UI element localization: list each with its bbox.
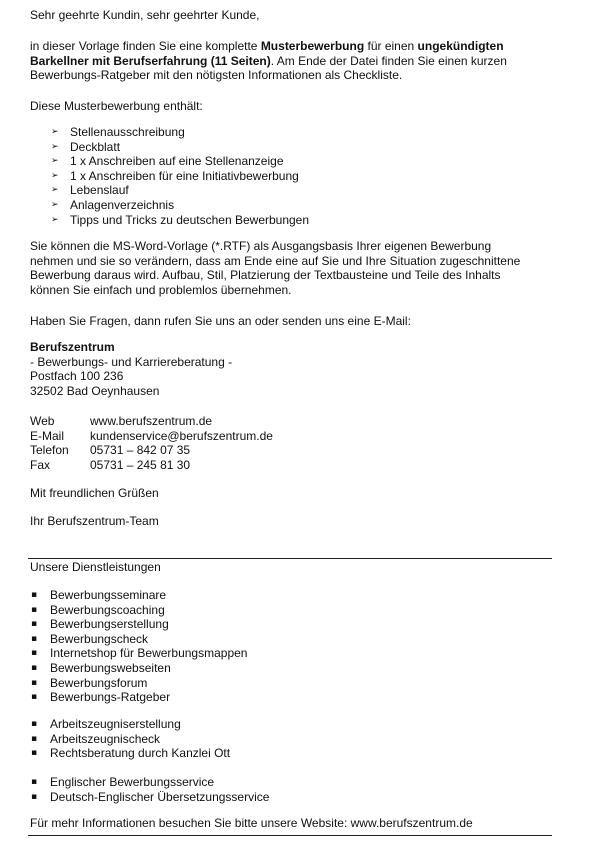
company-postbox: Postfach 100 236 xyxy=(30,369,124,384)
contents-list-item-label: Lebenslauf xyxy=(70,183,129,198)
signature: Ihr Berufszentrum-Team xyxy=(30,514,159,528)
service-list-item xyxy=(30,732,535,747)
service-list-item xyxy=(30,632,535,647)
service-list-item xyxy=(30,790,535,805)
contents-list-item-label: 1 x Anschreiben für eine Initiativbewerbung xyxy=(70,168,299,183)
contact-row xyxy=(30,458,273,473)
company-name: Berufszentrum xyxy=(30,340,115,354)
service-list-item xyxy=(30,603,535,618)
arrow-bullet-icon: ➢ xyxy=(51,141,59,152)
contents-list-item-label: Tipps und Tricks zu deutschen Bewerbungen xyxy=(70,212,310,227)
intro-text: in dieser Vorlage finden Sie eine komplette xyxy=(30,39,261,53)
service-list-item xyxy=(30,717,535,732)
intro-text: . Am Ende der Datei finden Sie einen kurzen Bewerbungs-Ratgeber mit den nötigsten Informationen als Checkliste. xyxy=(30,53,507,83)
square-bullet-icon: ▪ xyxy=(31,719,38,729)
contents-list-item xyxy=(30,198,535,213)
arrow-bullet-icon: ➢ xyxy=(51,185,59,196)
contents-list-item xyxy=(30,140,535,155)
square-bullet-icon: ▪ xyxy=(31,648,38,659)
contact-table xyxy=(30,414,273,472)
service-list-item-label: Bewerbungsforum xyxy=(50,675,148,690)
services-list-2 xyxy=(30,717,535,761)
contact-label: E-Mail xyxy=(30,428,65,443)
greeting: Sehr geehrte Kundin, sehr geehrter Kunde, xyxy=(30,8,260,22)
service-list-item-label: Arbeitszeugniserstellung xyxy=(50,717,181,731)
square-bullet-icon: ▪ xyxy=(31,619,38,630)
service-list-item-label: Arbeitszeugnischeck xyxy=(50,731,161,746)
square-bullet-icon: ▪ xyxy=(31,662,38,673)
service-list-item-label: Bewerbungs-Ratgeber xyxy=(50,690,171,705)
arrow-bullet-icon: ➢ xyxy=(51,170,59,181)
service-list-item-label: Bewerbungscheck xyxy=(50,631,149,646)
square-bullet-icon: ▪ xyxy=(31,791,38,802)
divider-bottom xyxy=(28,835,552,836)
service-list-item xyxy=(30,690,535,705)
service-list-item xyxy=(30,617,535,632)
contact-row xyxy=(30,429,273,444)
square-bullet-icon: ▪ xyxy=(31,590,38,600)
fax-number: 05731 – 245 81 30 xyxy=(90,457,191,472)
services-list-1 xyxy=(30,588,535,705)
services-list-3 xyxy=(30,775,535,804)
contact-value-cell xyxy=(90,458,273,473)
contents-list-item xyxy=(30,154,535,169)
closing: Mit freundlichen Grüßen xyxy=(30,486,159,500)
arrow-bullet-icon: ➢ xyxy=(51,199,59,210)
square-bullet-icon: ▪ xyxy=(31,733,38,744)
contents-list-item-label: Deckblatt xyxy=(70,139,121,154)
contents-list-item xyxy=(30,169,535,184)
contents-list xyxy=(30,125,535,227)
service-list-item-label: Bewerbungsseminare xyxy=(50,588,167,602)
phone-number: 05731 – 842 07 35 xyxy=(90,443,191,458)
service-list-item-label: Bewerbungscoaching xyxy=(50,602,165,617)
service-list-item-label: Deutsch-Englischer Übersetzungsservice xyxy=(50,789,270,804)
service-list-item xyxy=(30,775,535,790)
services-title: Unsere Dienstleistungen xyxy=(30,560,161,574)
contents-list-item-label: Stellenausschreibung xyxy=(70,125,185,139)
service-list-item xyxy=(30,588,535,603)
service-list-item xyxy=(30,746,535,761)
service-list-item xyxy=(30,676,535,691)
service-list-item-label: Bewerbungswebseiten xyxy=(50,660,171,675)
contact-row xyxy=(30,443,273,458)
company-address xyxy=(30,340,535,398)
contact-row xyxy=(30,414,273,429)
contents-list-item-label: Anlagenverzeichnis xyxy=(70,197,175,212)
service-list-item xyxy=(30,646,535,661)
contents-list-item xyxy=(30,125,535,140)
contact-value-cell xyxy=(90,443,273,458)
intro-bold-text: Musterbewerbung xyxy=(260,39,365,53)
usage-paragraph: Sie können die MS-Word-Vorlage (*.RTF) als Ausgangsbasis Ihrer eigenen Bewerbung nehmen und sie so verändern, dass am Ende eine auf Sie und Ihre Situation zugeschnittene Bewerbung daraus wird. Aufbau, Stil, Platzierung der Textbausteine und Teile des Inhalts können Sie einfach und problemlos übernehmen. xyxy=(30,239,521,297)
service-list-item xyxy=(30,661,535,676)
service-list-item-label: Rechtsberatung durch Kanzlei Ott xyxy=(50,746,231,761)
footer-website-line: Für mehr Informationen besuchen Sie bitte unsere Website: www.berufszentrum.de xyxy=(30,816,473,830)
square-bullet-icon: ▪ xyxy=(31,633,38,644)
arrow-bullet-icon: ➢ xyxy=(51,127,59,137)
contact-value-cell xyxy=(90,429,273,444)
divider-top xyxy=(28,558,552,559)
square-bullet-icon: ▪ xyxy=(31,777,38,787)
arrow-bullet-icon: ➢ xyxy=(51,156,59,167)
contents-list-item xyxy=(30,213,535,228)
service-list-item-label: Bewerbungserstellung xyxy=(50,617,169,632)
square-bullet-icon: ▪ xyxy=(31,604,38,615)
arrow-bullet-icon: ➢ xyxy=(51,214,59,225)
company-tagline: - Bewerbungs- und Karriereberatung - xyxy=(30,354,233,369)
website-link[interactable]: www.berufszentrum.de xyxy=(90,414,213,428)
contact-value-cell xyxy=(90,414,273,429)
square-bullet-icon: ▪ xyxy=(31,748,38,759)
square-bullet-icon: ▪ xyxy=(31,677,38,688)
contents-list-item xyxy=(30,183,535,198)
intro-bold-text: ungekündigten Barkellner mit Berufserfahrung (11 Seiten) xyxy=(30,39,504,68)
service-list-item-label: Englischer Bewerbungsservice xyxy=(50,775,215,789)
questions-line: Haben Sie Fragen, dann rufen Sie uns an oder senden uns eine E-Mail: xyxy=(30,314,411,328)
contact-label: Telefon xyxy=(30,443,69,458)
contact-label: Fax xyxy=(30,457,51,472)
service-list-item-label: Internetshop für Bewerbungsmappen xyxy=(50,646,248,661)
contents-list-item-label: 1 x Anschreiben auf eine Stellenanzeige xyxy=(70,154,284,169)
square-bullet-icon: ▪ xyxy=(31,692,38,703)
company-city: 32502 Bad Oeynhausen xyxy=(30,383,160,398)
contact-label: Web xyxy=(30,414,55,428)
intro-paragraph xyxy=(30,39,535,83)
contents-label: Diese Musterbewerbung enthält: xyxy=(30,99,203,113)
email-link[interactable]: kundenservice@berufszentrum.de xyxy=(90,428,273,443)
intro-text: für einen xyxy=(364,39,418,53)
